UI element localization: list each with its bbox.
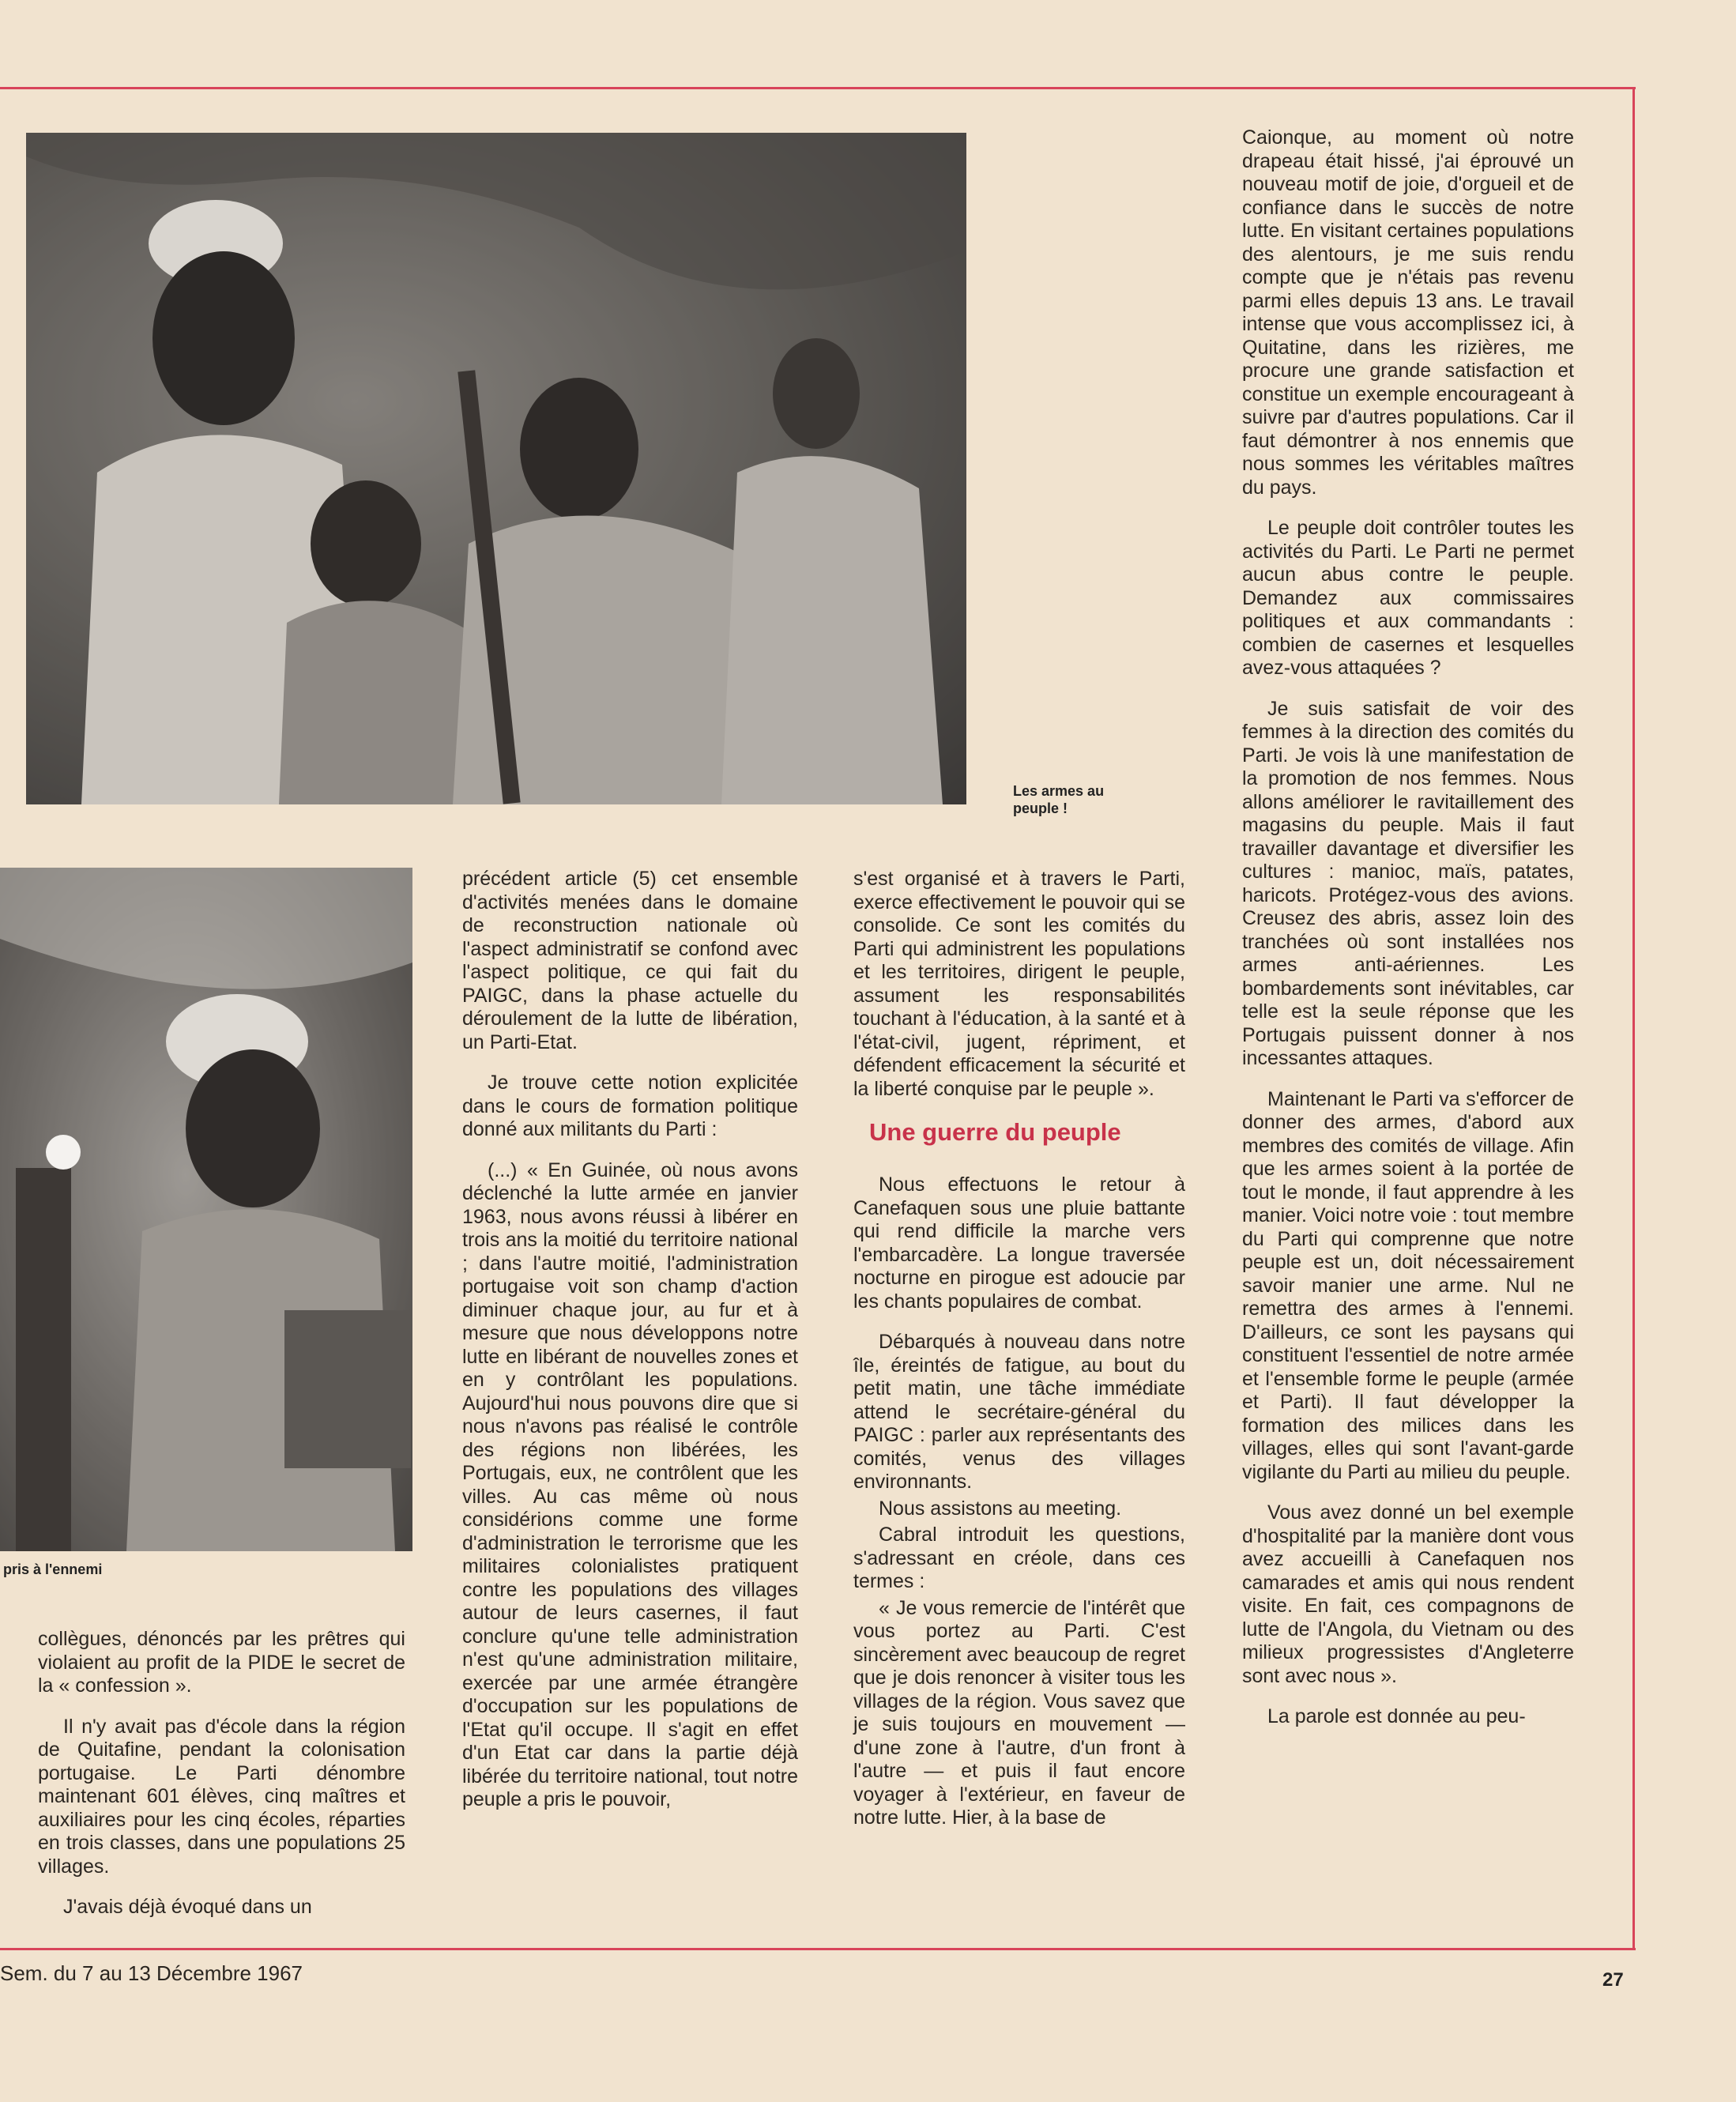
paragraph: Il n'y avait pas d'école dans la région de Quitafine, pendant la colonisation portugaise. Le Parti dénombre maintenant 601 élèves, cinq maîtres et auxiliaires pour les cinq écoles, réparties en trois classes, dans une populations 25 villages. — [38, 1715, 405, 1878]
paragraph: J'avais déjà évoqué dans un — [63, 1896, 312, 1918]
frame-right-rule — [1632, 87, 1635, 1948]
paragraph: précédent article (5) cet ensemble d'activités menées dans le domaine de reconstruction nationale où l'aspect administratif se confond avec l'aspect politique, ce qui fait du PAIGC, dans la phase actuelle du déroulement de la lutte de libération, un Parti-Etat. — [462, 868, 798, 1053]
frame-bottom-rule — [0, 1948, 1636, 1950]
paragraph: La parole est donnée au peu- — [1267, 1705, 1526, 1727]
article-column-4 — [1242, 126, 1574, 1746]
photo-captured-weapon — [0, 868, 412, 1551]
paragraph: Le peuple doit contrôler toutes les activités du Parti. Le Parti ne permet aucun abus contre le peuple. Demandez aux commissaires politiques et aux commandants : combien de casernes et lesquelles avez-vous attaquées ? — [1242, 517, 1574, 679]
paragraph: Je suis satisfait de voir des femmes à la direction des comités du Parti. Je vois là une manifestation de la promotion de nos femmes. Nous allons améliorer le ravitaillement des magasins du peuple. Mais il faut travailler davantage et diversifier les cultures : manioc, maïs, patates, haricots. Protégez-vous des avions. Creusez des abris, assez loin des tranchées où sont installées nos armes anti-aériennes. Les bombardements sont inévitables, car telle est la seule réponse que les Portugais puissent donner à nos incessantes attaques. — [1242, 697, 1574, 1069]
paragraph: Nous assistons au meeting. — [879, 1497, 1122, 1520]
photo-caption-bottom: pris à l'ennemi — [3, 1561, 103, 1577]
frame-top-rule — [0, 87, 1636, 89]
paragraph: « Je vous remercie de l'intérêt que vous portez au Parti. C'est sincèrement avec beaucoup de regret que je dois renoncer à visiter tous les villages de la région. Vous savez que je suis toujours en mouvement — d'une zone à l'autre, d'un front à l'autre — et puis il faut encore voyager à l'extérieur, en faveur de notre lutte. Hier, à la base de — [853, 1596, 1185, 1829]
paragraph: s'est organisé et à travers le Parti, exerce effectivement le pouvoir qui se consolide. Ce sont les comités du Parti qui administrent les populations et les territoires, dirigent le peuple, assument les responsabilités touchant à l'éducation, à la santé et à l'état-civil, jugent, répriment, et défendent efficacement la sécurité et la liberté conquise par le peuple ». — [853, 868, 1185, 1100]
page-number: 27 — [1602, 1969, 1624, 1991]
paragraph: collègues, dénoncés par les prêtres qui violaient au profit de la PIDE le secret de la « confession ». — [38, 1628, 405, 1697]
paragraph: Cabral introduit les questions, s'adressant en créole, dans ces termes : — [853, 1524, 1185, 1592]
paragraph: Je trouve cette notion explicitée dans le cours de formation politique donné aux militants du Parti : — [462, 1072, 798, 1140]
paragraph: Caionque, au moment où notre drapeau était hissé, j'ai éprouvé un nouveau motif de joie, d'orgueil et de confiance dans le succès de notre lutte. En visitant certaines populations des alentours, je me suis rendu compte que je n'étais pas revenu parmi elles depuis 13 ans. Le travail intense que vous accomplissez ici, à Quitatine, dans les rizières, me procure une grande satisfaction et constitue un exemple encourageant à suivre par d'autres populations. Car il faut démontrer à nos ennemis que nous sommes les véritables maîtres du pays. — [1242, 126, 1574, 499]
article-column-3 — [853, 868, 1185, 1848]
paragraph: (...) « En Guinée, où nous avons déclenché la lutte armée en janvier 1963, nous avons réussi à libérer en trois ans la moitié du territoire national ; dans l'autre moitié, l'administration portugaise voit son champ d'action diminuer chaque jour, au fur et à mesure que nous développons notre lutte en libérant de nouvelles zones et en y contrôlant les populations. Aujourd'hui nous pouvons dire que si nous n'avons pas réalisé le contrôle des régions non libérées, les Portugais, eux, ne contrôlent que les villes. Au cas même où nous considérions comme une forme d'administration le terrorisme que les militaires colonialistes pratiquent contre les populations des villages autour de leurs casernes, il faut conclure qu'une telle administration n'est qu'une administration militaire, exercée par une armée étrangère d'occupation sur les populations de l'Etat qu'il occupe. Il s'agit en effet d'un Etat car dans la partie déjà libérée du territoire national, tout notre peuple a pris le pouvoir, — [462, 1158, 798, 1810]
article-column-1 — [38, 1628, 405, 1937]
issue-date: Sem. du 7 au 13 Décembre 1967 — [0, 1961, 303, 1985]
paragraph: Maintenant le Parti va s'efforcer de donner des armes, d'abord aux membres des comités de village. Afin que les armes soient à la portée de tout le monde, il faut apprendre à les manier. Voici notre voie : tout membre du Parti qui comprenne que notre peuple est un, doit nécessairement savoir manier une arme. Nul ne remettra des armes à l'ennemi. D'ailleurs, ce sont les paysans qui constituent l'essentiel de notre armée et l'ensemble forme le peuple (armée et Parti). Il faut développer la formation des milices dans les villages, elles qui sont l'avant-garde vigilante du Parti au milieu du peuple. — [1242, 1087, 1574, 1483]
section-heading: Une guerre du peuple — [869, 1118, 1121, 1146]
photo-caption-top: Les armes au peuple ! — [1013, 783, 1105, 816]
paragraph: Nous effectuons le retour à Canefaquen sous une pluie battante qui rend difficile la marche vers l'embarcadère. La longue traversée nocturne en pirogue est adoucie par les chants populaires de combat. — [853, 1173, 1185, 1313]
paragraph: Débarqués à nouveau dans notre île, éreintés de fatigue, au bout du petit matin, une tâche immédiate attend le secrétaire-général du PAIGC : parler aux représentants des comités, venus des villages environnants. — [853, 1331, 1185, 1493]
photo-fighters-with-rifle — [26, 133, 966, 804]
paragraph: Vous avez donné un bel exemple d'hospitalité par la manière dont vous avez accueilli à Canefaquen nos camarades et amis qui nous rendent visite. En fait, ces compagnons de lutte de l'Angola, du Vietnam ou des milieux progressistes d'Angleterre sont avec nous ». — [1242, 1501, 1574, 1687]
article-column-2 — [462, 868, 798, 1829]
